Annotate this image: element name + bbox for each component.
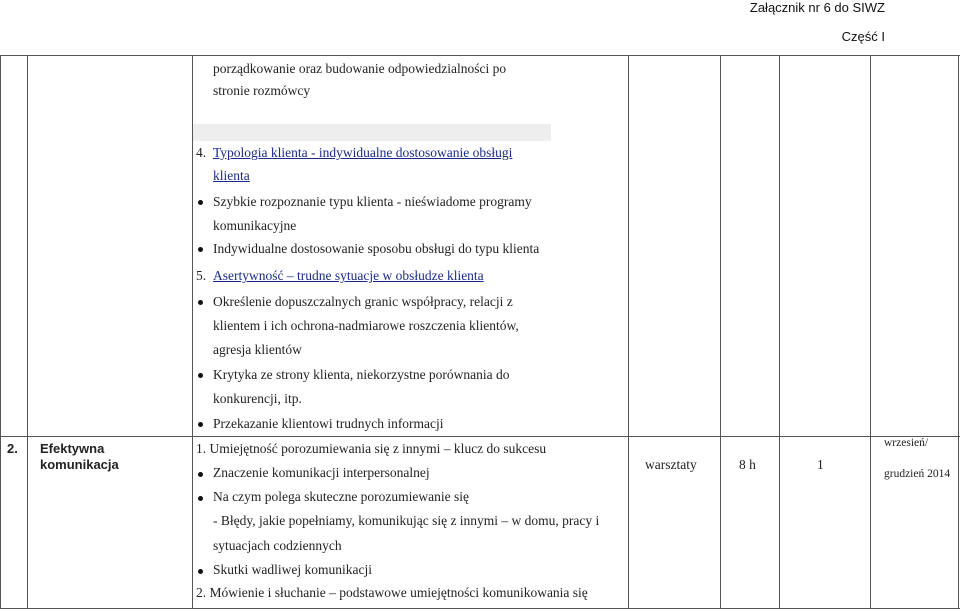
continuation-line: porządkowanie oraz budowanie odpowiedzialności po [213,61,507,76]
topic-title-link[interactable]: Asertywność – trudne sytuacje w obsłudze klienta [213,268,484,283]
topic-line: 1. Umiejętność porozumiewania się z innymi – klucz do sukcesu [196,441,547,456]
list-item: Przekazanie klientowi trudnych informacji [213,416,444,431]
list-item: konkurencji, itp. [213,391,302,406]
topic-title-link[interactable]: klienta [213,168,250,183]
bullet-icon [198,422,203,427]
attachment-label: Załącznik nr 6 do SIWZ [749,0,885,15]
table-bottom-border [0,608,960,609]
list-item: klientem i ich ochrona-nadmiarowe roszczenia klientów, [213,318,519,333]
row-number: 2. [7,441,18,456]
shaded-spacer [193,124,551,141]
col-divider [779,55,780,609]
table-top-border [0,55,960,56]
list-item: - Błędy, jakie popełniamy, komunikując się z innymi – w domu, pracy i [213,513,600,528]
bullet-icon [198,569,203,574]
bullet-icon [198,496,203,501]
bullet-icon [198,472,203,477]
list-item: komunikacyjne [213,218,297,233]
list-item: Znaczenie komunikacji interpersonalnej [213,465,430,480]
topic-line: 2. Mówienie i słuchanie – podstawowe umiejętności komunikowania się [196,585,588,600]
list-item: agresja klientów [213,342,302,357]
col-divider [27,55,28,609]
list-item: Indywidualne dostosowanie sposobu obsługi do typu klienta [213,241,540,256]
list-item: sytuacjach codziennych [213,538,342,553]
topic-title-link[interactable]: Typologia klienta - indywidualne dostosowanie obsługi [213,145,513,160]
list-item: Skutki wadliwej komunikacji [213,562,372,577]
topic-number: 5. [196,268,207,283]
bullet-icon [198,247,203,252]
col-divider [958,55,959,609]
topic-number: 4. [196,145,207,160]
bullet-icon [198,200,203,205]
bullet-icon [198,300,203,305]
col-divider [0,55,1,609]
col-divider [720,55,721,609]
part-label: Część I [841,29,885,44]
module-name: Efektywna [40,441,105,456]
bullet-icon [198,373,203,378]
row-divider [0,436,960,437]
date-cell: wrzesień/ [884,437,929,449]
col-divider [628,55,629,609]
form-cell: warsztaty [645,457,697,472]
groups-cell: 1 [817,457,824,472]
date-cell: grudzień 2014 [884,468,951,480]
col-divider [870,55,871,609]
continuation-line: stronie rozmówcy [213,83,311,98]
list-item: Na czym polega skuteczne porozumiewanie się [213,489,470,504]
list-item: Krytyka ze strony klienta, niekorzystne porównania do [213,367,510,382]
module-name: komunikacja [40,457,119,472]
hours-cell: 8 h [739,457,756,472]
list-item: Określenie dopuszczalnych granic współpracy, relacji z [213,294,513,309]
list-item: Szybkie rozpoznanie typu klienta - nieświadome programy [213,194,532,209]
